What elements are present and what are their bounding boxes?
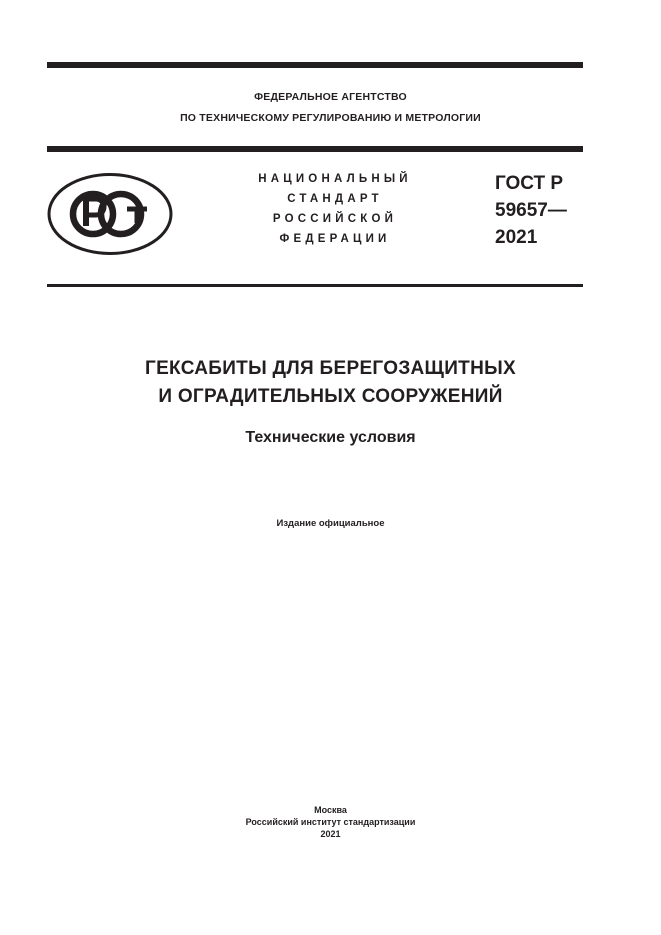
publication-year: 2021 xyxy=(320,829,341,839)
top-rule xyxy=(47,62,583,68)
agency-line-1: ФЕДЕРАЛЬНОЕ АГЕНТСТВО xyxy=(254,91,407,103)
document-title-line-1: ГЕКСАБИТЫ ДЛЯ БЕРЕГОЗАЩИТНЫХ xyxy=(145,358,516,379)
edition-label: Издание официальное xyxy=(276,518,385,529)
upper-rule xyxy=(47,146,583,152)
standard-line-4: ФЕДЕРАЦИИ xyxy=(279,233,391,245)
standard-line-3: РОССИЙСКОЙ xyxy=(272,213,398,225)
publisher-city: Москва xyxy=(314,805,347,815)
standard-line-2: СТАНДАРТ xyxy=(287,193,383,205)
rst-certification-logo-icon xyxy=(47,172,175,261)
document-subtitle: Технические условия xyxy=(245,429,416,446)
agency-line-2: ПО ТЕХНИЧЕСКОМУ РЕГУЛИРОВАНИЮ И МЕТРОЛОГИИ xyxy=(180,112,481,124)
gost-designation-line-3: 2021 xyxy=(495,227,538,248)
gost-designation-line-2: 59657— xyxy=(495,200,567,221)
lower-rule xyxy=(47,284,583,287)
document-title-line-2: И ОГРАДИТЕЛЬНЫХ СООРУЖЕНИЙ xyxy=(158,386,503,407)
publisher-name: Российский институт стандартизации xyxy=(245,817,416,827)
standard-line-1: НАЦИОНАЛЬНЫЙ xyxy=(258,173,412,185)
gost-designation-line-1: ГОСТ Р xyxy=(495,173,564,194)
